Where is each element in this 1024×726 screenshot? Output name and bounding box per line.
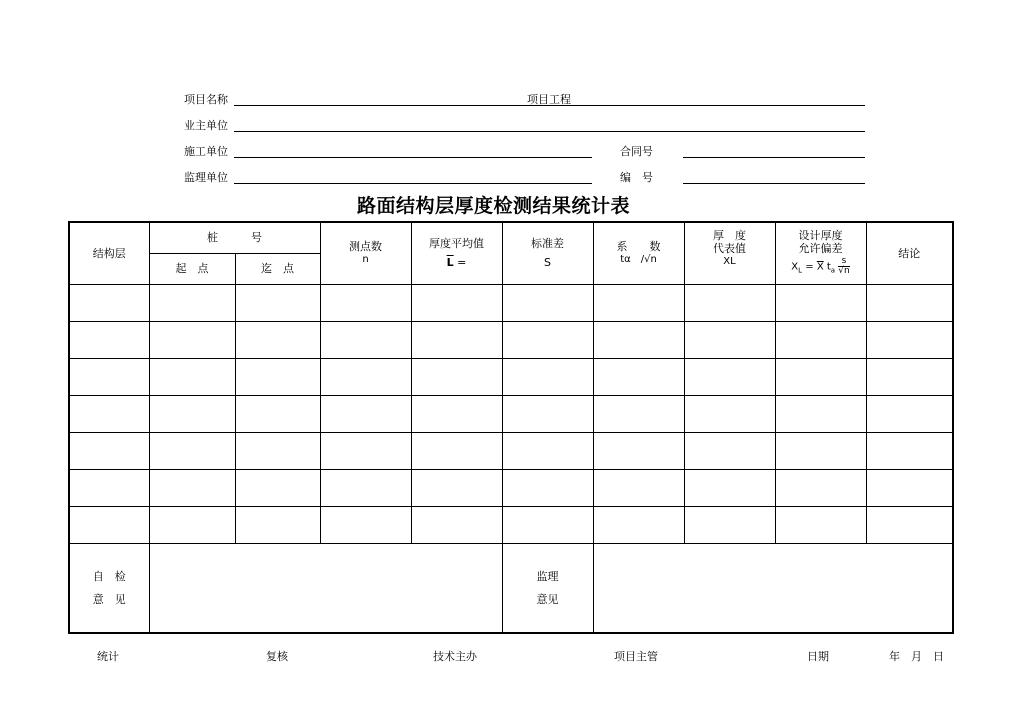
- formula-denominator: √n: [838, 266, 850, 276]
- col-std-label: 标准差: [531, 237, 564, 251]
- table-cell[interactable]: [411, 395, 502, 432]
- table-cell[interactable]: [320, 432, 411, 469]
- table-cell[interactable]: [593, 432, 684, 469]
- col-coefficient-formula: tα /√n: [620, 254, 657, 266]
- table-cell[interactable]: [69, 321, 149, 358]
- table-cell[interactable]: [149, 321, 235, 358]
- table-row: [69, 432, 953, 469]
- table-row: [69, 506, 953, 543]
- table-cell[interactable]: [69, 469, 149, 506]
- col-start: 起 点: [149, 253, 235, 284]
- owner-label: 业主单位: [184, 119, 228, 132]
- table-cell[interactable]: [775, 395, 866, 432]
- col-representative-line2: 代表值: [713, 242, 746, 255]
- table-cell[interactable]: [593, 284, 684, 321]
- owner-field[interactable]: [234, 131, 865, 132]
- table-cell[interactable]: [149, 432, 235, 469]
- table-cell[interactable]: [502, 395, 593, 432]
- table-cell[interactable]: [320, 358, 411, 395]
- table-cell[interactable]: [411, 284, 502, 321]
- table-cell[interactable]: [69, 358, 149, 395]
- table-cell[interactable]: [593, 469, 684, 506]
- table-cell[interactable]: [684, 432, 775, 469]
- table-body: [69, 284, 953, 543]
- table-cell[interactable]: [320, 395, 411, 432]
- table-cell[interactable]: [69, 284, 149, 321]
- col-structure-layer: 结构层: [69, 222, 149, 284]
- table-row: [69, 358, 953, 395]
- supervision-label: [502, 543, 593, 633]
- col-average: [411, 222, 502, 284]
- self-check-opinion[interactable]: [149, 543, 502, 633]
- table-cell[interactable]: [69, 432, 149, 469]
- formula-t-alpha: a: [830, 266, 836, 275]
- contract-no-field[interactable]: [683, 157, 865, 158]
- footer-tech-lead: 技术主办: [433, 650, 477, 663]
- table-cell[interactable]: [684, 395, 775, 432]
- table-cell[interactable]: [593, 395, 684, 432]
- formula-sub-l: L: [798, 266, 803, 275]
- col-design-line2: 允许偏差: [798, 242, 843, 255]
- table-row: [69, 284, 953, 321]
- table-cell[interactable]: [235, 395, 320, 432]
- col-coefficient: [593, 222, 684, 284]
- table-cell[interactable]: [502, 358, 593, 395]
- formula-xbar: $\overline{X}$: [816, 261, 824, 273]
- table-cell[interactable]: [235, 284, 320, 321]
- table-cell[interactable]: [411, 358, 502, 395]
- col-coefficient-label: 系 数: [616, 240, 661, 254]
- project-name-value: 项目工程: [527, 93, 571, 106]
- contractor-field[interactable]: [234, 157, 592, 158]
- table-cell[interactable]: [320, 506, 411, 543]
- serial-no-field[interactable]: [683, 183, 865, 184]
- col-design-line1: 设计厚度: [798, 229, 843, 242]
- col-std-symbol: S: [544, 256, 551, 270]
- project-name-label: 项目名称: [184, 93, 228, 106]
- col-average-eq: =: [457, 256, 467, 270]
- col-points-label: 测点数: [349, 240, 382, 254]
- footer-stats: 统计: [97, 650, 119, 663]
- table-cell[interactable]: [502, 321, 593, 358]
- self-check-line2: 意 见: [92, 592, 126, 606]
- supervision-line1: 监理: [536, 569, 559, 583]
- table-cell[interactable]: [684, 284, 775, 321]
- table-cell[interactable]: [775, 284, 866, 321]
- table-cell[interactable]: [411, 321, 502, 358]
- col-average-symbol: $\overline{L}$: [446, 256, 454, 270]
- contract-no-label: 合同号: [620, 145, 653, 158]
- table-cell[interactable]: [775, 469, 866, 506]
- col-points-symbol: n: [362, 254, 369, 266]
- table-cell[interactable]: [775, 321, 866, 358]
- table-cell[interactable]: [149, 284, 235, 321]
- formula-fraction: [838, 257, 849, 276]
- col-std: [502, 222, 593, 284]
- footer-date-fields: 年 月 日: [889, 650, 944, 663]
- table-cell[interactable]: [502, 432, 593, 469]
- table-cell[interactable]: [866, 432, 953, 469]
- table-cell[interactable]: [866, 469, 953, 506]
- table-cell[interactable]: [593, 358, 684, 395]
- table-cell[interactable]: [775, 506, 866, 543]
- table-cell[interactable]: [235, 432, 320, 469]
- footer-date-label: 日期: [807, 650, 829, 663]
- formula-x: X: [791, 261, 799, 273]
- col-points: [320, 222, 411, 284]
- supervisor-label: 监理单位: [184, 171, 228, 184]
- table-cell[interactable]: [235, 506, 320, 543]
- col-design-formula: [776, 257, 866, 278]
- col-average-label: 厚度平均值: [429, 237, 484, 251]
- self-check-label: [69, 543, 149, 633]
- table-cell[interactable]: [866, 395, 953, 432]
- table-cell[interactable]: [149, 358, 235, 395]
- table-cell[interactable]: [149, 506, 235, 543]
- table-cell[interactable]: [411, 506, 502, 543]
- table-cell[interactable]: [235, 358, 320, 395]
- table-cell[interactable]: [502, 284, 593, 321]
- table-cell[interactable]: [320, 321, 411, 358]
- table-cell[interactable]: [866, 506, 953, 543]
- table-cell[interactable]: [684, 358, 775, 395]
- contractor-label: 施工单位: [184, 145, 228, 158]
- table-row: [69, 469, 953, 506]
- thickness-stats-table: [68, 221, 954, 634]
- table-cell[interactable]: [775, 432, 866, 469]
- table-cell[interactable]: [235, 469, 320, 506]
- formula-t: t: [826, 261, 831, 273]
- table-cell[interactable]: [866, 321, 953, 358]
- table-cell[interactable]: [149, 469, 235, 506]
- table-cell[interactable]: [593, 321, 684, 358]
- table-cell[interactable]: [775, 358, 866, 395]
- table-row: [69, 395, 953, 432]
- table-cell[interactable]: [411, 469, 502, 506]
- col-representative: [684, 222, 775, 284]
- table-cell[interactable]: [593, 506, 684, 543]
- table-row: [69, 321, 953, 358]
- footer-review: 复核: [266, 650, 288, 663]
- table-cell[interactable]: [320, 284, 411, 321]
- page-title: 路面结构层厚度检测结果统计表: [357, 195, 631, 217]
- table-cell[interactable]: [69, 395, 149, 432]
- col-end: 迄 点: [235, 253, 320, 284]
- self-check-line1: 自 检: [92, 569, 126, 583]
- serial-no-label: 编 号: [620, 171, 653, 184]
- table-cell[interactable]: [866, 358, 953, 395]
- col-station: 桩 号: [149, 222, 320, 253]
- table-cell[interactable]: [69, 506, 149, 543]
- footer-project-lead: 项目主管: [614, 650, 658, 663]
- table-cell[interactable]: [502, 506, 593, 543]
- table-cell[interactable]: [684, 321, 775, 358]
- table-cell[interactable]: [502, 469, 593, 506]
- formula-numerator: s: [838, 257, 849, 267]
- col-design-tolerance: [775, 222, 866, 284]
- formula-eq: =: [805, 261, 814, 273]
- supervisor-field[interactable]: [234, 183, 592, 184]
- table-cell[interactable]: [684, 469, 775, 506]
- supervision-opinion[interactable]: [593, 543, 953, 633]
- table-cell[interactable]: [866, 284, 953, 321]
- table-cell[interactable]: [149, 395, 235, 432]
- col-representative-symbol: XL: [723, 256, 736, 267]
- col-conclusion: 结论: [866, 222, 953, 284]
- table-cell[interactable]: [411, 432, 502, 469]
- table-cell[interactable]: [235, 321, 320, 358]
- col-representative-line1: 厚 度: [713, 229, 746, 242]
- supervision-line2: 意见: [536, 592, 559, 606]
- table-cell[interactable]: [320, 469, 411, 506]
- table-cell[interactable]: [684, 506, 775, 543]
